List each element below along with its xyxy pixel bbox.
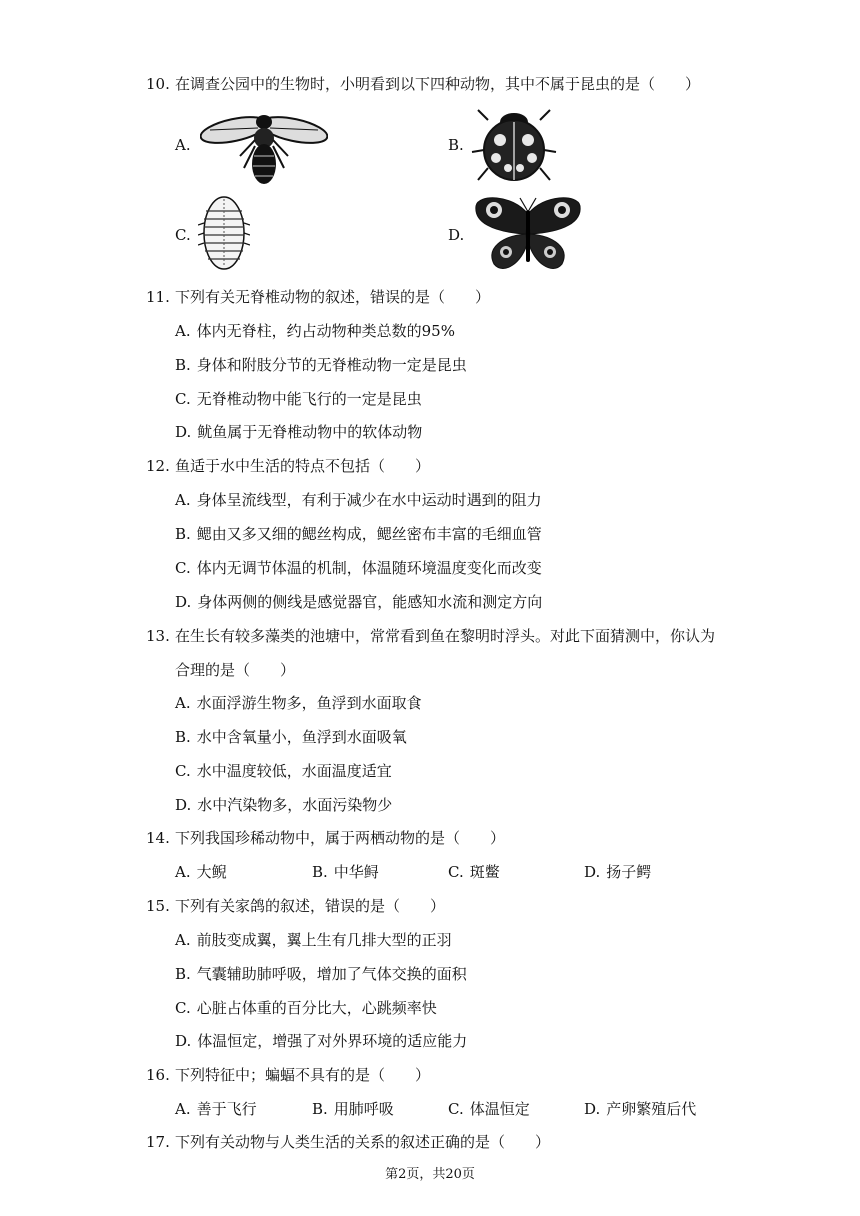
option-text: 体内无脊柱，约占动物种类总数的95% — [196, 322, 455, 340]
option-text: 水中温度较低，水面温度适宜 — [196, 762, 392, 780]
question-text: 下列有关动物与人类生活的关系的叙述正确的是（ ） — [175, 1133, 551, 1151]
option-a — [175, 693, 422, 713]
option-label: B. — [312, 863, 328, 881]
option-text: 中华鲟 — [333, 863, 379, 881]
option-text: 扬子鳄 — [606, 863, 652, 881]
butterfly-icon — [472, 192, 584, 276]
option-d — [175, 422, 422, 442]
option-a — [175, 490, 542, 510]
option-label: B. — [175, 965, 191, 983]
option-label: A. — [175, 863, 191, 881]
question-number: 14. — [146, 829, 170, 847]
option-text: 体温恒定，增强了对外界环境的适应能力 — [197, 1032, 468, 1050]
option-a — [175, 321, 455, 341]
option-label: D. — [584, 863, 601, 881]
option-label: D. — [175, 423, 192, 441]
option-text: 前肢变成翼，翼上生有几排大型的正羽 — [196, 931, 452, 949]
option-c — [448, 862, 500, 882]
question-13-continued — [175, 660, 295, 680]
option-text: 产卵繁殖后代 — [606, 1100, 697, 1118]
question-text: 在生长有较多藻类的池塘中，常常看到鱼在黎明时浮头。对此下面猜测中，你认为 — [175, 627, 716, 645]
option-text: 体内无调节体温的机制，体温随环境温度变化而改变 — [196, 559, 542, 577]
question-text: 鱼适于水中生活的特点不包括（ ） — [175, 457, 431, 475]
question-text: 在调查公园中的生物时，小明看到以下四种动物，其中不属于昆虫的是（ ） — [175, 75, 701, 93]
option-text: 无脊椎动物中能飞行的一定是昆虫 — [196, 390, 422, 408]
woodlouse-icon — [198, 193, 250, 273]
option-b — [312, 1099, 394, 1119]
question-number: 16. — [146, 1066, 170, 1084]
option-label: A. — [175, 694, 191, 712]
option-text: 心脏占体重的百分比大，心跳频率快 — [196, 999, 437, 1017]
question-number: 17. — [146, 1133, 170, 1151]
option-b — [175, 355, 467, 375]
option-text: 大鲵 — [196, 863, 227, 881]
option-label: D. — [175, 796, 192, 814]
option-b — [175, 727, 407, 747]
option-label: B. — [448, 136, 464, 154]
option-d — [584, 1099, 696, 1119]
option-text: 身体和附肢分节的无脊椎动物一定是昆虫 — [196, 356, 467, 374]
option-text: 鳃由又多又细的鳃丝构成，鳃丝密布丰富的毛细血管 — [196, 525, 542, 543]
option-label: B. — [175, 728, 191, 746]
option-label: B. — [175, 356, 191, 374]
option-b — [312, 862, 379, 882]
option-d — [584, 862, 651, 882]
question-number: 13. — [146, 627, 170, 645]
option-d — [175, 592, 542, 612]
option-text: 斑鳖 — [469, 863, 500, 881]
option-a — [175, 862, 227, 882]
option-label: B. — [175, 525, 191, 543]
option-label: D. — [175, 593, 192, 611]
option-text: 水中汽染物多，水面污染物少 — [197, 796, 393, 814]
option-text: 水中含氧量小，鱼浮到水面吸氧 — [196, 728, 407, 746]
question-text: 下列特征中；蝙蝠不具有的是（ ） — [175, 1066, 431, 1084]
option-label: C. — [175, 226, 191, 244]
option-label: C. — [448, 863, 464, 881]
question-number: 11. — [146, 288, 170, 306]
option-label: C. — [175, 762, 191, 780]
option-text: 水面浮游生物多，鱼浮到水面取食 — [196, 694, 422, 712]
page-footer: 第2页，共20页 — [385, 1167, 475, 1182]
question-text: 下列有关家鸽的叙述，错误的是（ ） — [175, 897, 446, 915]
ladybug-icon — [470, 106, 558, 186]
option-text: 鱿鱼属于无脊椎动物中的软体动物 — [197, 423, 423, 441]
question-number: 10. — [146, 75, 170, 93]
option-label: D. — [448, 226, 465, 244]
option-label: A. — [175, 491, 191, 509]
option-b — [175, 964, 467, 984]
question-text: 下列我国珍稀动物中，属于两栖动物的是（ ） — [175, 829, 506, 847]
option-c — [175, 558, 542, 578]
option-label: A. — [175, 136, 191, 154]
bee-icon — [200, 108, 328, 188]
option-label: D. — [584, 1100, 601, 1118]
option-d — [175, 795, 392, 815]
option-text: 身体两侧的侧线是感觉器官，能感知水流和测定方向 — [197, 593, 543, 611]
option-a — [175, 1099, 257, 1119]
option-c — [175, 761, 392, 781]
question-text: 下列有关无脊椎动物的叙述，错误的是（ ） — [175, 288, 491, 306]
option-text: 体温恒定 — [469, 1100, 530, 1118]
option-label: B. — [312, 1100, 328, 1118]
option-c — [175, 998, 437, 1018]
option-c — [175, 389, 422, 409]
option-label: C. — [175, 999, 191, 1017]
option-label: A. — [175, 931, 191, 949]
option-label: D. — [175, 1032, 192, 1050]
option-label: C. — [448, 1100, 464, 1118]
option-b — [175, 524, 542, 544]
option-c — [448, 1099, 530, 1119]
option-label: A. — [175, 1100, 191, 1118]
option-a — [175, 930, 452, 950]
option-label: C. — [175, 390, 191, 408]
option-label: C. — [175, 559, 191, 577]
question-number: 15. — [146, 897, 170, 915]
option-label: A. — [175, 322, 191, 340]
option-text: 善于飞行 — [196, 1100, 257, 1118]
option-text: 身体呈流线型，有利于减少在水中运动时遇到的阻力 — [196, 491, 542, 509]
option-d — [175, 1031, 467, 1051]
option-text: 气囊辅助肺呼吸，增加了气体交换的面积 — [196, 965, 467, 983]
question-number: 12. — [146, 457, 170, 475]
question-text-continued: 合理的是（ ） — [175, 661, 296, 679]
option-text: 用肺呼吸 — [333, 1100, 394, 1118]
